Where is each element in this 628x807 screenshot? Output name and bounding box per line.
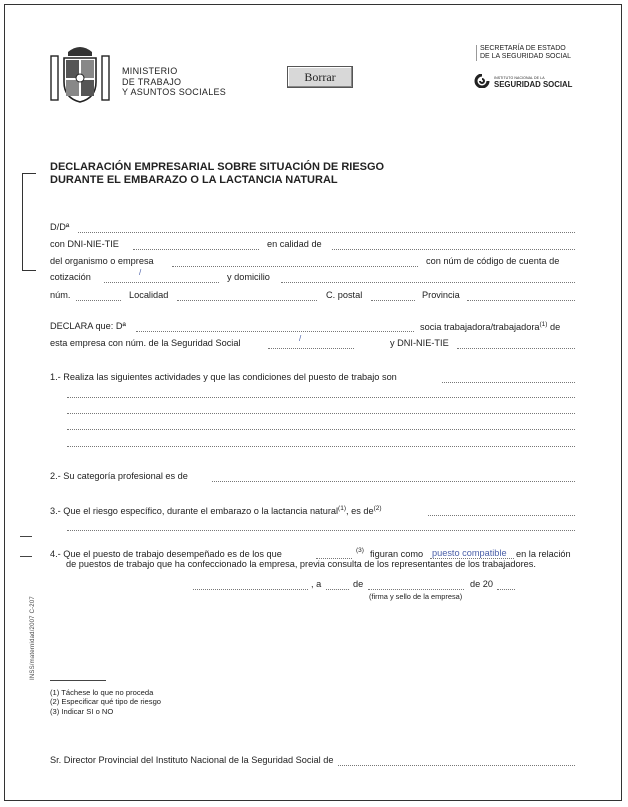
item3-label [50,505,382,516]
item4-label-c: en la relación [516,549,571,559]
title-bracket [22,173,36,271]
organismo-label: del organismo o empresa [50,256,154,266]
item4-sup3: (3) [356,547,364,554]
declara-field[interactable] [136,331,414,332]
form-title [50,161,384,186]
dd-label: D/Dª [50,222,70,232]
title-line-2: DURANTE EL EMBARAZO O LA LACTANCIA NATURAL [50,173,338,186]
margin-tick-2 [20,556,32,557]
de1-label: de [353,579,364,589]
item3-mid: , es de [346,506,374,517]
margin-tick-1 [20,536,32,537]
director-label: Sr. Director Provincial del Instituto Nacional de la Seguridad Social de [50,755,334,765]
footnotes [50,688,161,716]
footnote-1: (1) Táchese lo que no proceda [50,688,154,697]
cotizacion-label: cotización [50,272,91,282]
side-form-code: INSS/maternidad/2007 C-207 [30,596,36,680]
item1-field-3[interactable] [67,413,575,414]
de20-label: de 20 [470,579,493,589]
dni2-label: y DNI-NIE-TIE [390,338,449,348]
dni2-field[interactable] [457,348,575,349]
ministry-name: MINISTERIO DE TRABAJO Y ASUNTOS SOCIALES [122,66,227,97]
borrar-button[interactable]: Borrar [287,66,353,88]
localidad-label: Localidad [129,290,169,300]
dni-field[interactable] [133,249,259,250]
notes-divider [50,680,106,681]
day-field[interactable] [326,589,349,590]
dd-field[interactable] [78,232,575,233]
item1-field-2[interactable] [67,397,575,398]
num-label: núm. [50,290,71,300]
cpostal-label: C. postal [326,290,363,300]
cotizacion-field[interactable] [104,282,219,283]
title-line-1: DECLARACIÓN EMPRESARIAL SOBRE SITUACIÓN DE RIESGO [50,161,385,173]
calidad-label: en calidad de [267,239,322,249]
item1-field-1[interactable] [442,382,575,383]
de-text: de [550,322,561,333]
dni-label: con DNI-NIE-TIE [50,239,119,249]
footnote-3: (3) Indicar SI o NO [50,706,114,716]
cpostal-field[interactable] [371,300,415,301]
item4-label-a: 4.- Que el puesto de trabajo desempeñado es de los que [50,549,282,559]
secretaria-estado: SECRETARÍA DE ESTADO DE LA SEGURIDAD SOCIAL [476,45,580,61]
item3-sup1: (1) [338,505,346,512]
item3-field-2[interactable] [67,530,575,531]
item2-field[interactable] [212,481,575,482]
socia-text: socia trabajadora/trabajadora [420,322,540,333]
item3-field-1[interactable] [428,515,575,516]
page-frame [4,4,622,801]
domicilio-label: y domicilio [227,272,270,282]
organismo-field[interactable] [172,266,418,267]
socia-label [420,321,560,332]
instituto-nacional-label: INSTITUTO NACIONAL DE LA [494,76,545,80]
domicilio-field[interactable] [281,282,575,283]
provincia-field[interactable] [467,300,575,301]
num-field[interactable] [76,300,121,301]
director-field[interactable] [338,765,575,766]
localidad-field[interactable] [177,300,317,301]
declara-label: DECLARA que: Dª [50,321,126,331]
empresa-ss-label: esta empresa con núm. de la Seguridad Social [50,338,241,348]
item3-text: 3.- Que el riesgo específico, durante el embarazo o la lactancia natural [50,506,339,517]
seguridad-social-logo-icon [474,74,490,88]
seguridad-social-label: SEGURIDAD SOCIAL [494,80,573,89]
note1-sup: (1) [539,321,548,328]
item3-sup2: (2) [373,505,382,512]
codigo-cuenta-label: con núm de código de cuenta de [426,256,560,266]
place-field[interactable] [193,589,308,590]
item2-label: 2.- Su categoría profesional es de [50,471,188,481]
cotizacion-slash: / [139,268,142,277]
empresa-ss-field[interactable] [268,348,354,349]
item1-field-5[interactable] [67,446,575,447]
calidad-field[interactable] [332,249,575,250]
item4-line2: de puestos de trabajo que ha confeccionado la empresa, previa consulta de los representantes de los trabajadores. [66,559,536,569]
ss-slash: / [299,334,302,343]
year-field[interactable] [497,589,515,590]
item1-label: 1.- Realiza las siguientes actividades y que las condiciones del puesto de trabajo son [50,372,397,382]
footnote-2: (2) Especificar qué tipo de riesgo [50,697,162,707]
item1-field-4[interactable] [67,429,575,430]
coat-of-arms-icon [48,42,112,106]
a-label: , a [311,579,322,589]
firma-label: (firma y sello de la empresa) [369,592,463,601]
month-field[interactable] [368,589,464,590]
provincia-label: Provincia [422,290,460,300]
item4-value[interactable]: puesto compatible [432,548,507,558]
item4-label-b: figuran como [370,549,424,559]
